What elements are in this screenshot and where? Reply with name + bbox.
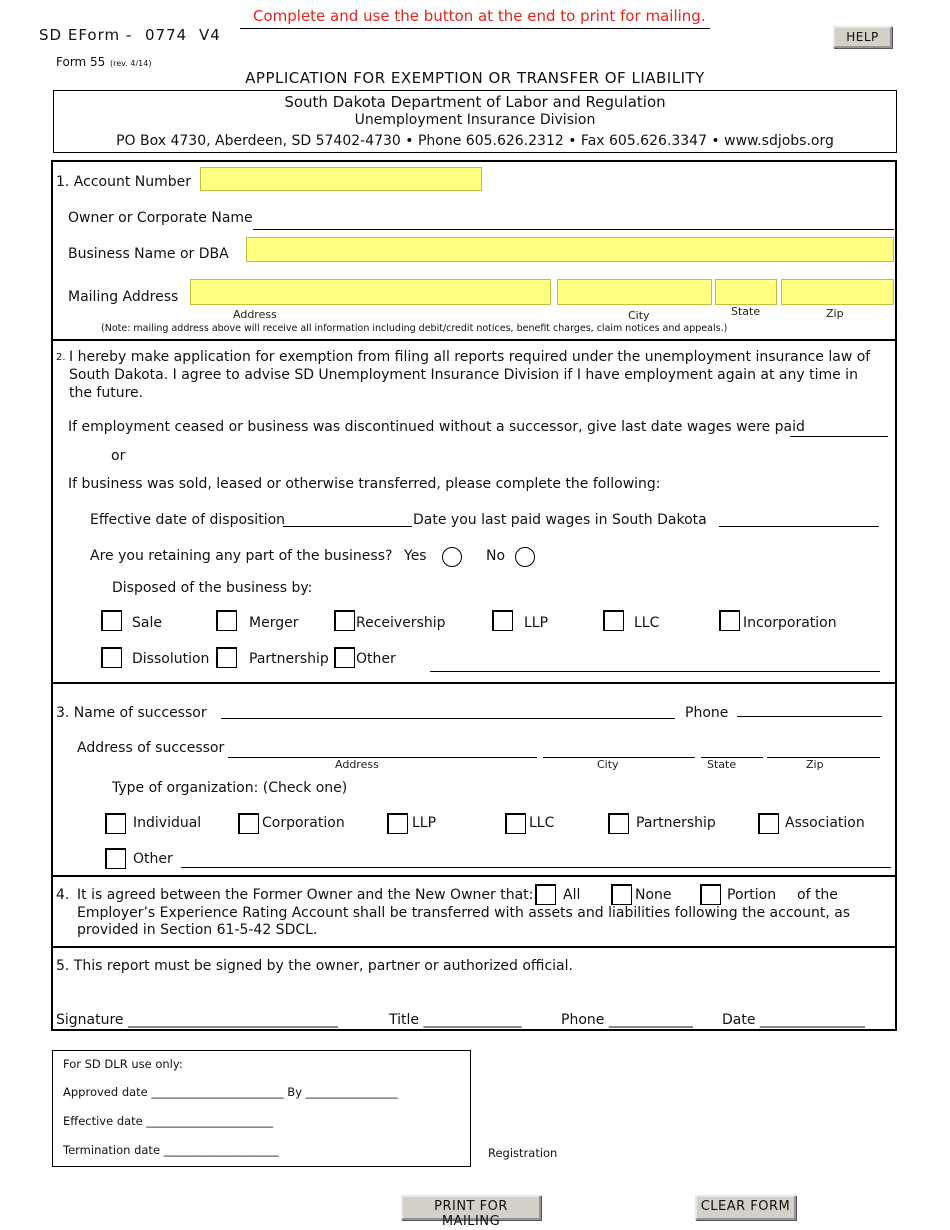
mailing-address-label: Mailing Address [68,289,179,305]
agency-name: South Dakota Department of Labor and Regulation [284,93,666,111]
other-disposition-input[interactable] [430,671,880,672]
dissolution-checkbox[interactable] [101,647,122,668]
llp-label: LLP [524,615,549,631]
effective-date-label: Effective date of disposition [90,512,286,528]
account-number-label: 1. Account Number [56,174,192,190]
llp-checkbox[interactable] [492,610,513,631]
org-llp-checkbox[interactable] [387,813,408,834]
sale-checkbox[interactable] [101,610,122,631]
association-label: Association [785,815,865,831]
successor-phone-label: Phone [685,705,729,721]
section-divider-2 [51,682,897,684]
sub-zip-label: Zip [826,307,844,320]
successor-sub-state-label: State [707,758,737,771]
receivership-checkbox[interactable] [334,610,355,631]
clear-form-button[interactable]: CLEAR FORM [695,1195,796,1220]
org-llc-label: LLC [529,815,555,831]
agency-contact: PO Box 4730, Aberdeen, SD 57402-4730 • Phone 605.626.2312 • Fax 605.626.3347 • www.sdjobs.org [116,133,834,149]
agency-box [53,90,897,153]
sub-address-label: Address [233,308,277,321]
partnership-checkbox[interactable] [216,647,237,668]
sub-state-label: State [731,305,761,318]
business-name-input[interactable] [246,237,894,262]
org-partnership-label: Partnership [636,815,716,831]
agreement-text-3: provided in Section 61-5-42 SDCL. [77,922,318,938]
org-llp-label: LLP [412,815,437,831]
ceased-label: If employment ceased or business was discontinued without a successor, give last date wages were paid [68,419,805,435]
successor-address-input[interactable] [228,757,537,758]
partnership-label: Partnership [249,651,329,667]
merger-checkbox[interactable] [216,610,237,631]
form-title: APPLICATION FOR EXEMPTION OR TRANSFER OF LIABILITY [245,69,705,87]
corporation-label: Corporation [262,815,345,831]
print-for-mailing-button[interactable]: PRINT FOR MAILING [401,1195,541,1220]
org-type-label: Type of organization: (Check one) [112,780,348,796]
other-disposition-label: Other [356,651,396,667]
effective-date-input[interactable] [283,526,412,527]
receivership-label: Receivership [356,615,446,631]
help-button[interactable]: HELP [833,26,892,48]
org-partnership-checkbox[interactable] [608,813,629,834]
disposed-label: Disposed of the business by: [112,580,313,596]
effective-date-field: Effective date ______________________ [63,1114,273,1128]
agreement-text-2: Employer’s Experience Rating Account shall be transferred with assets and liabilities following the account, as [77,905,851,921]
org-other-input[interactable] [181,867,891,868]
individual-checkbox[interactable] [105,813,126,834]
section4-number: 4. [56,887,70,903]
transfer-all-label: All [563,887,581,903]
mailing-note: (Note: mailing address above will receive all information including debit/credit notices, benefit charges, claim notices and appeals.) [101,323,728,334]
mailing-zip-input[interactable] [781,279,894,305]
office-use-box [52,1050,471,1167]
signer-phone-field[interactable]: Phone ____________ [561,1012,693,1028]
instruction-underline [240,28,710,29]
individual-label: Individual [133,815,202,831]
mailing-state-input[interactable] [715,279,777,305]
successor-address-label: Address of successor [77,740,225,756]
last-wages-date-input[interactable] [790,436,888,437]
dissolution-label: Dissolution [132,651,210,667]
owner-name-label: Owner or Corporate Name [68,210,253,226]
corporation-checkbox[interactable] [238,813,259,834]
incorporation-checkbox[interactable] [719,610,740,631]
mailing-address-input[interactable] [190,279,551,305]
division-name: Unemployment Insurance Division [354,112,596,128]
incorporation-label: Incorporation [743,615,837,631]
successor-sub-address-label: Address [335,758,379,771]
org-other-label: Other [133,851,173,867]
llc-checkbox[interactable] [603,610,624,631]
transfer-portion-label: Portion [727,887,777,903]
sub-city-label: City [628,309,650,322]
no-label: No [486,548,506,564]
section-divider-1 [51,339,897,341]
transfer-all-checkbox[interactable] [535,884,556,905]
transfer-portion-checkbox[interactable] [700,884,721,905]
office-use-header: For SD DLR use only: [63,1057,183,1071]
successor-name-label: 3. Name of successor [56,705,207,721]
section2-number: 2. [56,352,66,363]
yes-label: Yes [404,548,427,564]
retaining-no-radio[interactable] [515,547,535,567]
form-version: V4 [199,26,221,44]
print-instruction: Complete and use the button at the end to print for mailing. [253,7,706,25]
form-number: 0774 [145,26,188,44]
title-field[interactable]: Title ______________ [389,1012,522,1028]
llc-label: LLC [634,615,660,631]
successor-sub-city-label: City [597,758,619,771]
org-other-checkbox[interactable] [105,848,126,869]
form-name: Form 55 [56,55,106,69]
registration-label: Registration [488,1146,558,1160]
form-revision: (rev. 4/14) [110,59,152,68]
business-name-label: Business Name or DBA [68,246,229,262]
sold-label: If business was sold, leased or otherwise transferred, please complete the following: [68,476,661,492]
exemption-statement: I hereby make application for exemption from filing all reports required under the unemployment insurance law of South Dakota. I agree to advise SD Unemployment Insurance Division if I have employment again at any time in the future. [69,349,871,401]
owner-name-input[interactable] [253,229,894,230]
form-id-prefix: SD EForm - [39,26,133,44]
transfer-none-checkbox[interactable] [611,884,632,905]
successor-city-input[interactable] [543,757,695,758]
agreement-text: It is agreed between the Former Owner and the New Owner that: [77,887,534,903]
association-checkbox[interactable] [758,813,779,834]
approved-date-field: Approved date _______________________ By ________________ [63,1085,398,1099]
successor-sub-zip-label: Zip [806,758,824,771]
section-divider-3 [51,875,897,877]
merger-label: Merger [249,615,299,631]
successor-name-input[interactable] [221,718,675,719]
other-disposition-checkbox[interactable] [334,647,355,668]
last-paid-label: Date you last paid wages in South Dakota [413,512,707,528]
account-number-input[interactable] [200,167,482,191]
transfer-none-label: None [635,887,672,903]
termination-date-field: Termination date ____________________ [63,1143,279,1157]
section-divider-4 [51,946,897,948]
retaining-label: Are you retaining any part of the business? [90,548,393,564]
successor-phone-input[interactable] [737,716,882,717]
signature-instruction: 5. This report must be signed by the owner, partner or authorized official. [56,958,573,974]
org-llc-checkbox[interactable] [505,813,526,834]
of-the-label: of the [797,887,838,903]
signed-date-field[interactable]: Date _______________ [722,1012,865,1028]
mailing-city-input[interactable] [557,279,712,305]
last-paid-date-input[interactable] [719,526,879,527]
retaining-yes-radio[interactable] [442,547,462,567]
or-label: or [111,448,126,464]
signature-field[interactable]: Signature ______________________________ [56,1012,338,1028]
sale-label: Sale [132,615,162,631]
